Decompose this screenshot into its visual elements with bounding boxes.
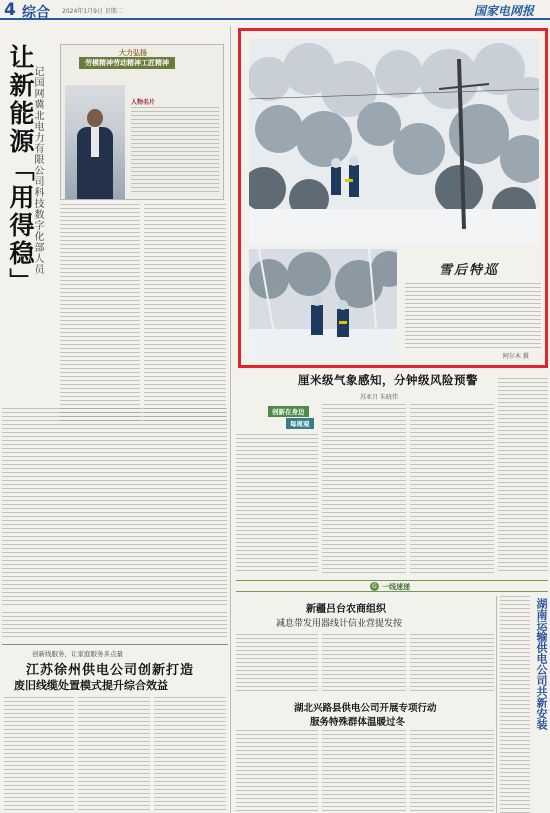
portrait-photo (65, 85, 125, 199)
snow-photo-inset (249, 249, 397, 361)
lead-subhead: 记国网冀北电力有限公司科技数字化部人员 (32, 66, 43, 275)
jiangsu-article (2, 644, 228, 813)
photo-feature (238, 28, 548, 368)
center-body-col4 (498, 378, 548, 574)
section-name: 综合 (22, 5, 50, 21)
page-number: 4 (4, 0, 16, 20)
jiangsu-body-3 (154, 697, 226, 812)
profile-text (131, 107, 219, 195)
page-header (0, 0, 550, 20)
lower-article-title-2: 服务特殊群体温暖过冬 (310, 717, 406, 728)
section-banner-label: 一线速递 (382, 583, 410, 591)
center-body-col1 (236, 434, 318, 574)
photo-feature-caption (405, 283, 541, 349)
date-line: 2024年1月9日 星期二 (62, 8, 123, 15)
jiangsu-body-1 (4, 697, 74, 812)
jiangsu-kicker: 创新线服务，让家庭服务多点量 (32, 650, 123, 658)
masthead: 国家电网报 (474, 4, 535, 18)
profile-label: 人物名片 (131, 99, 156, 106)
jiangsu-title-1: 江苏徐州供电公司创新打造 (26, 663, 195, 678)
right-vertical-headline: 湖南运输供电公司共新安装 (535, 598, 548, 730)
lead-headline: 让新能源「用得稳」 (6, 44, 35, 296)
center-body-col2 (322, 404, 406, 574)
sidebar-title: 劳模精神劳动精神工匠精神 (79, 57, 175, 69)
sidebar-kicker: 大力弘扬 (119, 48, 147, 57)
lower-body-col3 (410, 730, 494, 812)
mid-body-col3 (410, 634, 494, 694)
lead-body-wide2 (2, 612, 227, 640)
jiangsu-title-2: 废旧线缆处置模式提升综合效益 (14, 679, 168, 692)
portrait-head (87, 109, 103, 127)
center-headline: 厘米级气象感知，分钟级风险预警 (298, 373, 478, 387)
center-tag-bottom: 每周观 (286, 418, 314, 429)
lead-body-col1 (60, 204, 140, 424)
photo-credit: 阿尔木 摄 (503, 353, 529, 360)
mid-article-kicker: 新疆吕台农商组织 (306, 604, 386, 615)
mid-body-col2 (322, 634, 406, 694)
mid-body-col1 (236, 634, 318, 694)
jiangsu-body-2 (78, 697, 150, 812)
lead-body-col2 (144, 204, 226, 424)
portrait-shirt (91, 127, 99, 157)
column-divider (230, 26, 231, 813)
lower-article-title-1: 湖北兴路县供电公司开展专项行动 (294, 703, 437, 714)
lead-byline-side (30, 300, 50, 400)
lead-body-wide (2, 408, 227, 608)
snow-photo-main (249, 39, 539, 245)
center-byline: 苏亚月 朱晓伟 (360, 394, 398, 401)
right-divider (496, 596, 497, 813)
photo-feature-title: 雪后特巡 (439, 263, 500, 278)
mid-article-title: 减息带发用器线计信业营提发按 (276, 619, 403, 629)
section-banner (236, 580, 548, 592)
right-body (500, 596, 530, 813)
center-body-col3 (410, 404, 494, 574)
section-banner-badge: G (370, 582, 379, 591)
center-tag-top: 创新在身边 (268, 406, 309, 417)
profile-box (60, 44, 224, 200)
lower-body-col2 (322, 730, 406, 812)
lower-body-col1 (236, 730, 318, 812)
